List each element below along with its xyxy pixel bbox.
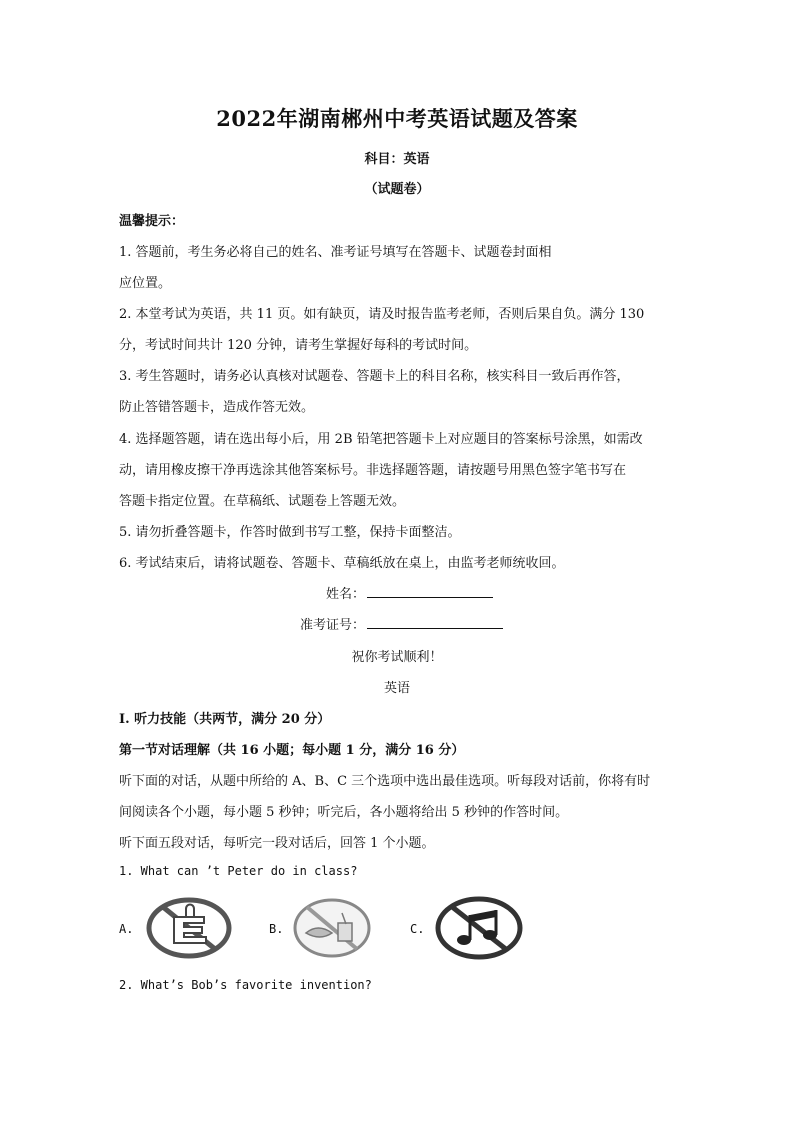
section-title: 英语 bbox=[383, 681, 410, 696]
exam-id-label: 准考证号： bbox=[300, 618, 366, 633]
exam-id-field[interactable] bbox=[300, 614, 503, 633]
notice-line: 3. 考生答题时，请务必认真核对试题卷、答题卡上的科目名称，核实科目一致后再作答， bbox=[119, 369, 630, 384]
notice-line: 1. 答题前，考生务必将自己的姓名、准考证号填写在答题卡、试题卷封面相 bbox=[119, 245, 552, 260]
paper-type: （试题卷） bbox=[364, 182, 430, 197]
instruction-line: 听下面的对话，从题中所给的 A、B、C 三个选项中选出最佳选项。听每段对话前，你将有时 bbox=[119, 774, 651, 789]
name-label: 姓名： bbox=[326, 587, 366, 602]
option-c-label[interactable]: C. bbox=[410, 922, 425, 936]
instruction-line: 间阅读各个小题，每小题 5 秒钟；听完后，各小题将给出 5 秒钟的作答时间。 bbox=[119, 805, 569, 820]
notice-heading: 温馨提示： bbox=[119, 214, 185, 229]
notice-line: 2. 本堂考试为英语，共 11 页。如有缺页，请及时报告监考老师，否则后果自负。满分 130 bbox=[119, 307, 645, 322]
no-eating-sign-icon[interactable] bbox=[292, 897, 372, 959]
subject-line: 科目：英语 bbox=[364, 152, 430, 167]
notice-line: 答题卡指定位置。在草稿纸、试题卷上答题无效。 bbox=[119, 494, 406, 509]
instruction-line: 听下面五段对话，每听完一段对话后，回答 1 个小题。 bbox=[119, 836, 435, 851]
option-b-label[interactable]: B. bbox=[269, 922, 284, 936]
notice-line: 动，请用橡皮擦干净再选涂其他答案标号。非选择题答题，请按题号用黑色签字笔书写在 bbox=[119, 463, 627, 478]
wish-text: 祝你考试顺利！ bbox=[351, 650, 443, 665]
notice-line: 4. 选择题答题，请在选出每小后，用 2B 铅笔把答题卡上对应题目的答案标号涂黑，如需改 bbox=[119, 432, 643, 447]
notice-line: 分，考试时间共计 120 分钟，请考生掌握好每科的考试时间。 bbox=[119, 338, 478, 353]
part1-heading: I. 听力技能（共两节，满分 20 分） bbox=[119, 712, 331, 727]
notice-line: 防止答错答题卡，造成作答无效。 bbox=[119, 400, 315, 415]
no-music-sign-icon[interactable] bbox=[434, 895, 524, 961]
question-1: 1. What can ’t Peter do in class? bbox=[119, 864, 358, 878]
notice-line: 应位置。 bbox=[119, 276, 172, 291]
exam-id-blank[interactable] bbox=[367, 616, 503, 629]
notice-line: 6. 考试结束后，请将试题卷、答题卡、草稿纸放在桌上，由监考老师统收回。 bbox=[119, 556, 565, 571]
name-field[interactable] bbox=[326, 583, 493, 602]
no-talking-sign-icon[interactable] bbox=[146, 897, 232, 959]
name-blank[interactable] bbox=[367, 585, 493, 598]
question-2: 2. What’s Bob’s favorite invention? bbox=[119, 978, 372, 992]
notice-line: 5. 请勿折叠答题卡，作答时做到书写工整，保持卡面整洁。 bbox=[119, 525, 461, 540]
section1-heading: 第一节对话理解（共 16 小题；每小题 1 分，满分 16 分） bbox=[119, 743, 465, 758]
page-title: 2022年湖南郴州中考英语试题及答案 bbox=[216, 106, 578, 131]
option-a-label[interactable]: A. bbox=[119, 922, 134, 936]
